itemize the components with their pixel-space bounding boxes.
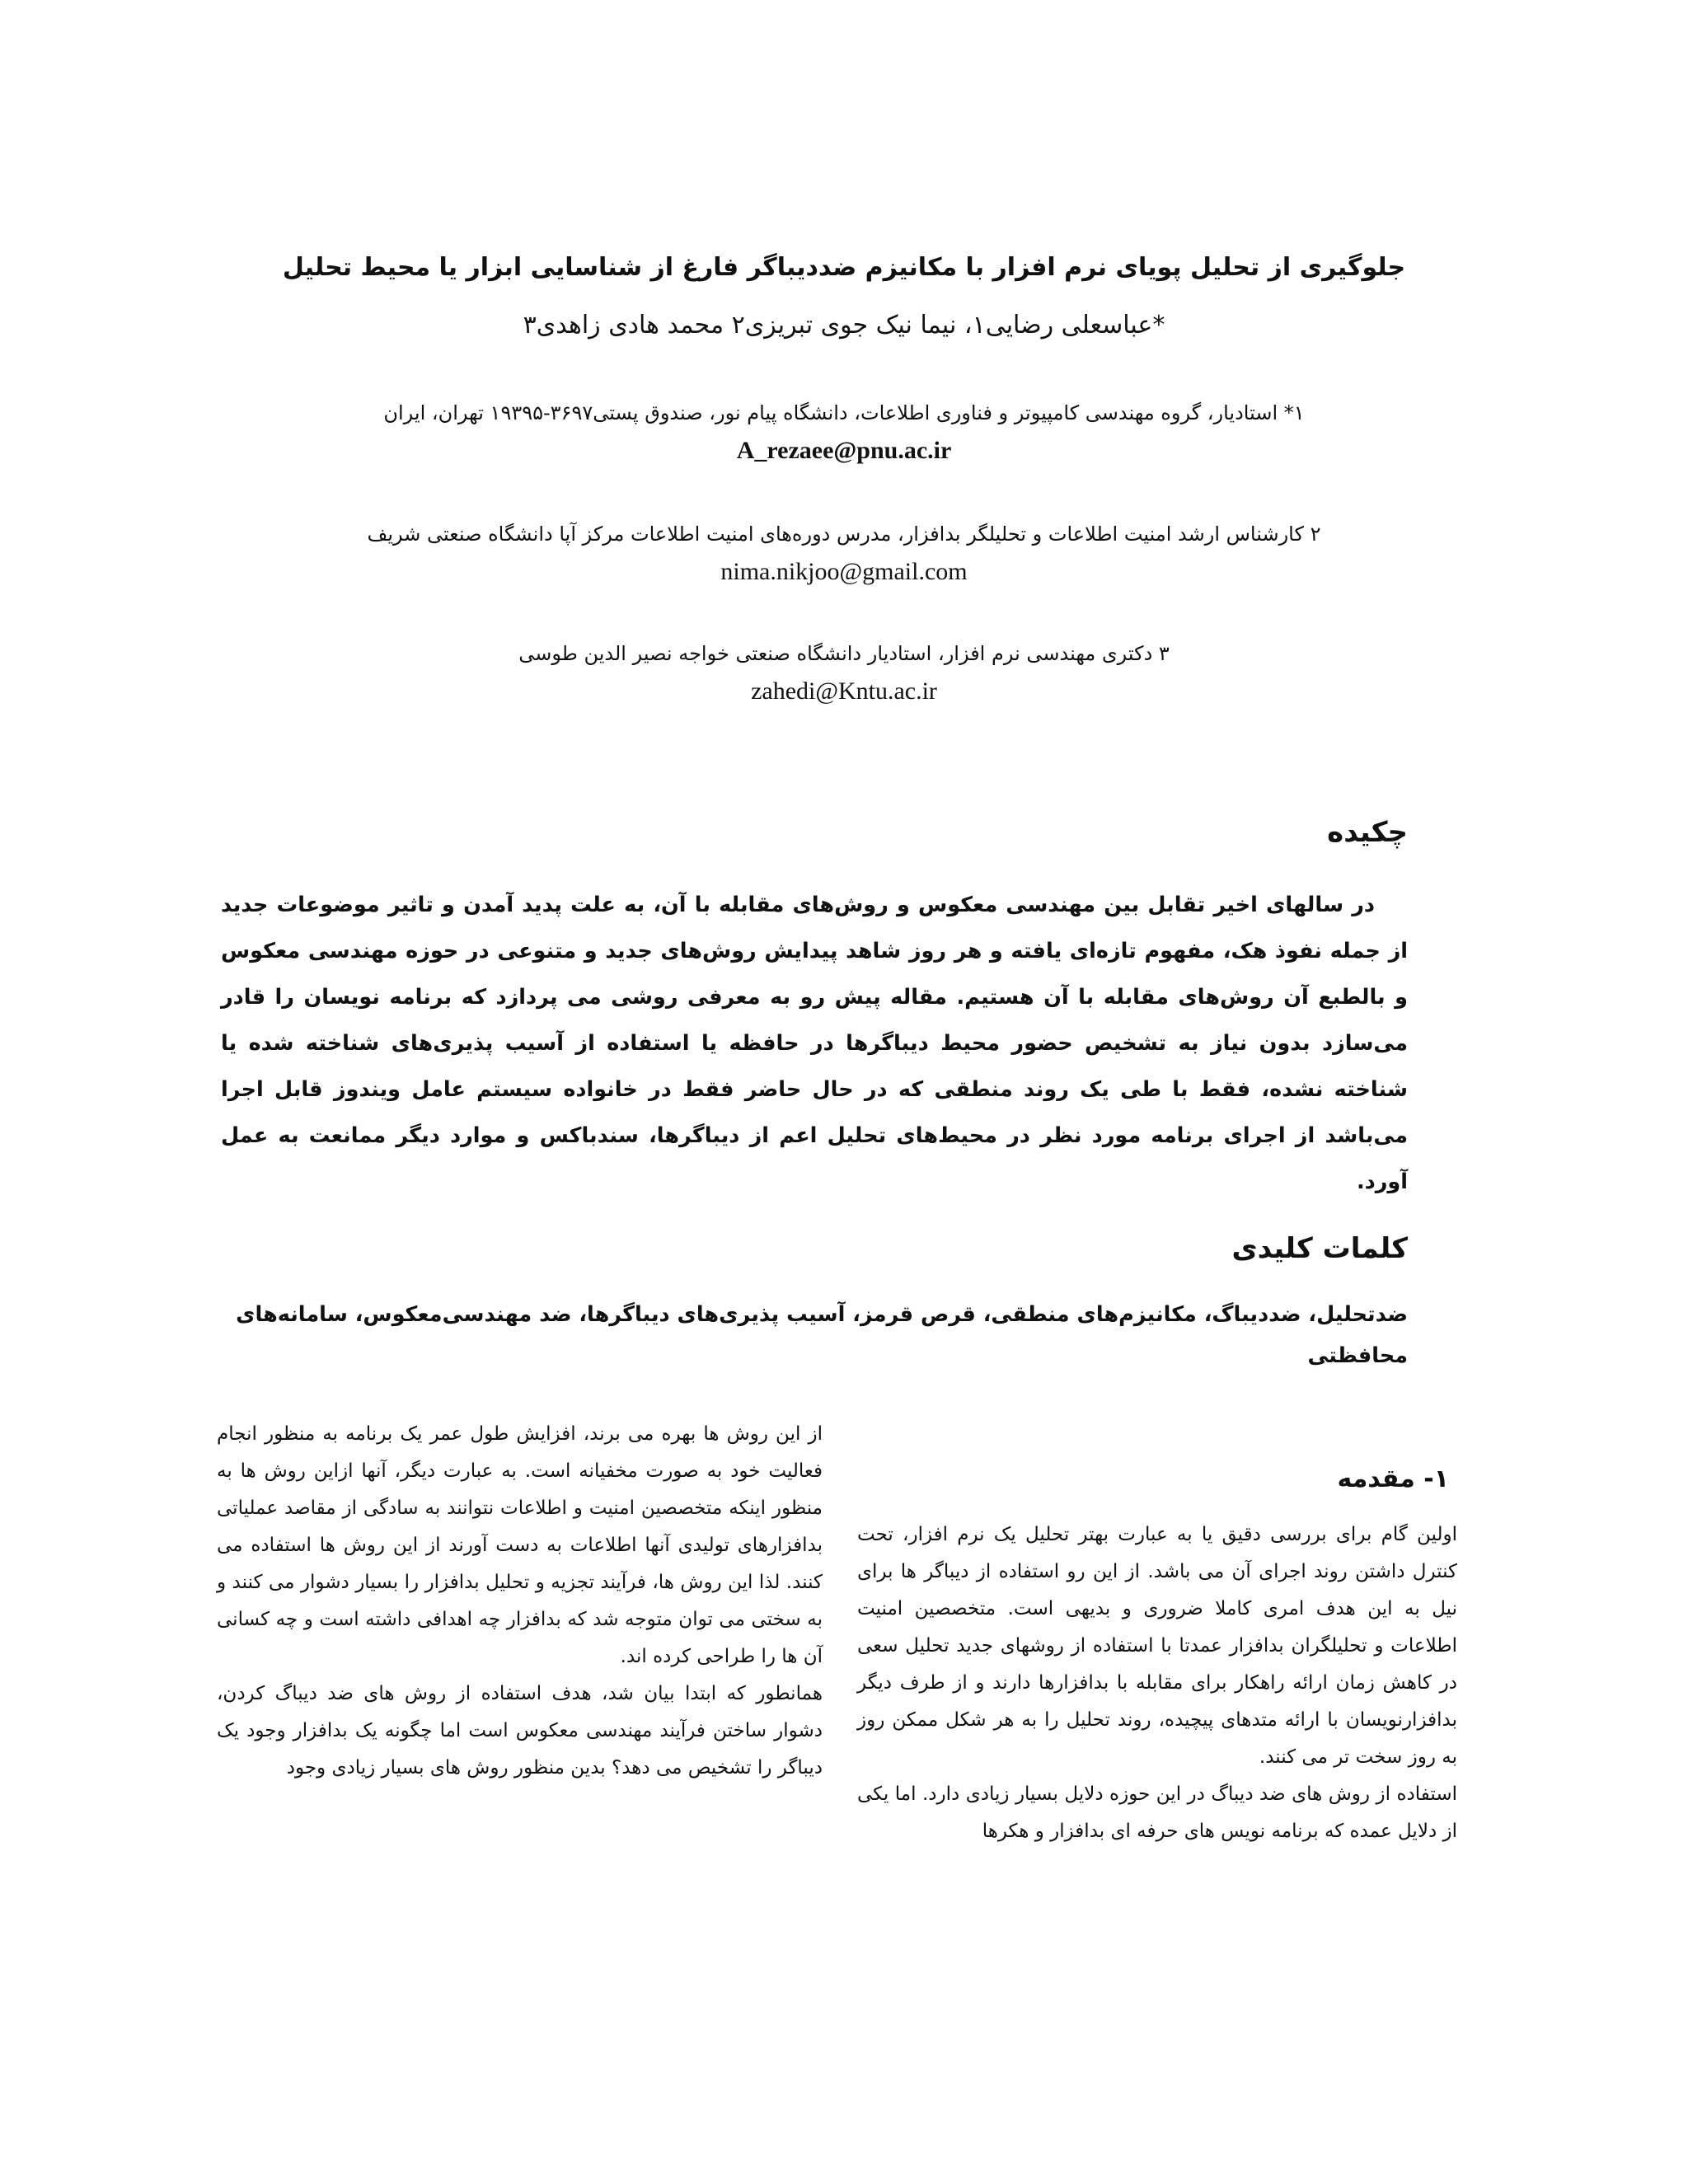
- author-list: *عباسعلی رضایی۱، نیما نیک جوی تبریزی۲ محمد هادی زاهدی۳: [523, 311, 1165, 340]
- keywords-list: ضدتحلیل، ضددیباگ، مکانیزم‌های منطقی، قرص قرمز، آسیب پذیری‌های دیباگرها، ضد مهندسی‌معکوس، سامانه‌های محافظتی: [236, 1302, 1408, 1368]
- abstract-text: در سالهای اخیر تقابل بین مهندسی معکوس و روش‌های مقابله با آن، به علت پدید آمدن و تاثیر موضوعات جدید از جمله نفوذ هک، مفهوم تازه‌ای یافته و هر روز شاهد پیدایش روش‌های جدید و متنوعی در حوزه مهندسی معکوس و بالطبع آن روش‌های مقابله با آن هستیم. مقاله پیش رو به معرفی روشی می پردازد که برنامه نویسان را قادر می‌سازد بدون نیاز به تشخیص حضور محیط دیباگرها در حافظه یا استفاده از آسیب پذیری‌های شناخته شده یا شناخته نشده، فقط با طی یک روند منطقی که در حال حاضر فقط در خانواده سیستم عامل ویندوز قابل اجرا می‌باشد از اجرای برنامه مورد نظر در محیط‌های تحلیل اعم از دیباگرها، سندباکس و موارد دیگر ممانعت به عمل آورد.: [221, 893, 1408, 1194]
- intro-left-column: [217, 1416, 823, 1787]
- intro-right-column: [857, 1516, 1457, 1850]
- keywords-heading: کلمات کلیدی: [1231, 1232, 1408, 1265]
- abstract-heading: چکیده: [1327, 816, 1408, 849]
- paragraph: اولین گام برای بررسی دقیق یا به عبارت بهتر تحلیل یک نرم افزار، تحت کنترل داشتن روند اجرای آن می باشد. از این رو استفاده از دیباگر ها برای نیل به این هدف امری کاملا ضروری و بدیهی است. متخصصین امنیت اطلاعات و تحلیلگران بدافزار عمدتا با استفاده از روشهای جدید تحلیل سعی در کاهش زمان ارائه راهکار برای مقابله با بدافزارها دارند و از طرف دیگر بدافزارنویسان با ارائه متدهای پیچیده، روند تحلیل را به هر شکل ممکن روز به روز سخت تر می کنند.: [857, 1524, 1457, 1768]
- affiliation-email: nima.nikjoo@gmail.com: [720, 558, 968, 585]
- affiliation-text: ۳ دکتری مهندسی نرم افزار، استادیار دانشگاه صنعتی خواجه نصیر الدین طوسی: [518, 642, 1170, 665]
- paragraph: همانطور که ابتدا بیان شد، هدف استفاده از روش های ضد دیباگ کردن، دشوار ساختن فرآیند مهندسی معکوس است اما چگونه یک بدافزار وجود یک دیباگر را تشخیص می دهد؟ بدین منظور روش های بسیار زیادی وجود: [217, 1683, 823, 1779]
- intro-heading: ۱- مقدمه: [1337, 1465, 1449, 1493]
- paper-title: جلوگیری از تحلیل پویای نرم افزار با مکانیزم ضددیباگر فارغ از شناسایی ابزار یا محیط تحلیل: [282, 253, 1406, 282]
- paragraph: از این روش ها بهره می برند، افزایش طول عمر یک برنامه به منظور انجام فعالیت خود به صورت مخفیانه است. به عبارت دیگر، آنها ازاین روش ها به منظور اینکه متخصصین امنیت و اطلاعات نتوانند به سادگی از مقاصد عملیاتی بدافزارهای تولیدی آنها اطلاعات به دست آورند از این روش ها استفاده می کنند. لذا این روش ها، فرآیند تجزیه و تحلیل بدافزار را بسیار دشوار می کنند و به سختی می توان متوجه شد که بدافزار چه اهدافی داشته است و چه کسانی آن ها را طراحی کرده اند.: [217, 1423, 823, 1667]
- paragraph: استفاده از روش های ضد دیباگ در این حوزه دلایل بسیار زیادی دارد. اما یکی از دلایل عمده که برنامه نویس های حرفه ای بدافزار و هکرها: [857, 1783, 1457, 1842]
- affiliation-email: A_rezaee@pnu.ac.ir: [736, 437, 952, 464]
- abstract-body: [221, 882, 1408, 1205]
- affiliation-text: ۲ کارشناس ارشد امنیت اطلاعات و تحلیلگر بدافزار، مدرس دوره‌های امنیت اطلاعات مرکز آپا دانشگاه صنعتی شریف: [367, 523, 1321, 546]
- affiliation-text: ۱* استادیار، گروه مهندسی کامپیوتر و فناوری اطلاعات، دانشگاه پیام نور، صندوق پستی۳۶۹۷-۱۹۳۹۵ تهران، ایران: [383, 401, 1305, 424]
- affiliation-1: [214, 394, 1474, 470]
- affiliation-3: [214, 635, 1474, 710]
- affiliation-email: zahedi@Kntu.ac.ir: [751, 677, 937, 705]
- affiliation-2: [214, 515, 1474, 591]
